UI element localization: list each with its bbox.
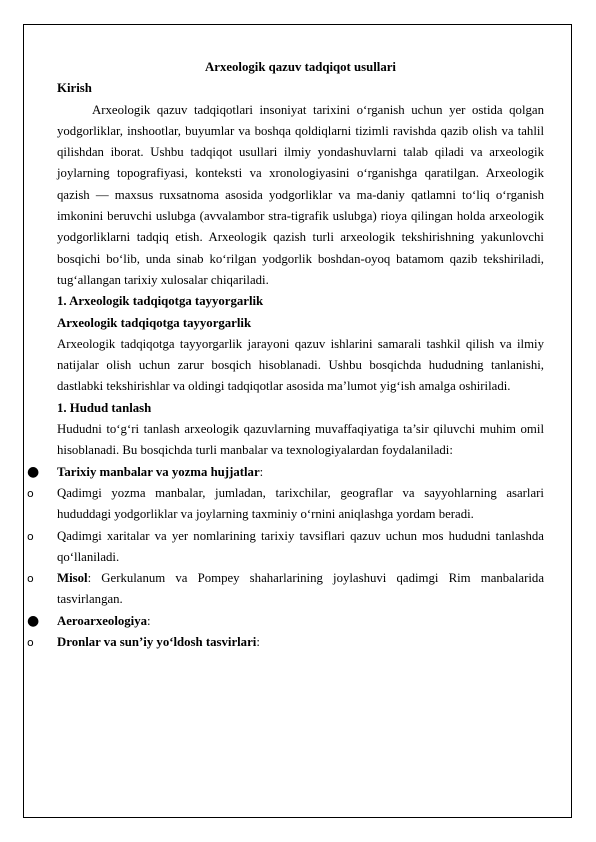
bullet-circle-icon: o <box>27 486 34 500</box>
list-item <box>27 462 544 483</box>
list-item-text: : Gerkulanum va Pompey shaharlarining joylashuvi qadimgi Rim manbalarida tasvirlangan. <box>57 571 544 607</box>
intro-heading: Kirish <box>57 81 92 96</box>
list-item-bold: Dronlar va sun’iy yo‘ldosh tasvirlari <box>57 635 257 650</box>
list-item <box>27 568 544 611</box>
section-1-paragraph: Arxeologik tadqiqotga tayyorgarlik jarayoni qazuv ishlarini samarali tashkil qilish va ilmiy natijalar olish uchun zarur bosqich hisoblanadi. Ushbu bosqichda hududning tanlanishi, dastlabki tekshirishlar va oldingi tadqiqotlar asosida ma’lumot yig‘ish amalga oshiriladi. <box>57 336 544 394</box>
list-item-tail: : <box>147 613 151 628</box>
list-item-tail: : <box>259 464 264 479</box>
list-item-tail: : <box>256 635 260 650</box>
list-item-bold: Aeroarxeologiya <box>57 613 148 628</box>
section-1-heading: 1. Arxeologik tadqiqotga tayyorgarlik <box>57 294 264 309</box>
bullet-disc-icon: ● <box>27 463 40 480</box>
list-item <box>27 632 544 653</box>
intro-paragraph: Arxeologik qazuv tadqiqotlari insoniyat tarixini o‘rganish uchun yer ostida qolgan yodgorliklar, inshootlar, buyumlar va boshqa qoldiqlarni tizimli ravishda qazib olish va tahlil qilishdan iborat. Ushbu tadqiqot usullari ilmiy yondashuvlarni talab qiladi va arxeologik joylarning topografiyasi, konteksti va xronologiyasini o‘rganishga qaratilgan. Arxeologik qazish — maxsus ruxsatnoma asosida yodgorliklar va ma-daniy qatlamni to‘liq o‘rganish imkonini beruvchi uslubga (avvalambor stra-tigrafik uslubga) rioya qilingan holda arxeologik yodgorliklarni tadqiq etish. Arxeologik qazish turli arxeologik tekshirishning yakunlovchi bosqichi bo‘lib, unda sinab ko‘rilgan yodgorlik boshdan-oyoq batamom qazib tekshiriladi, tug‘allangan tarixiy xulosalar chiqariladi. <box>57 102 544 287</box>
list-item-bold: Misol <box>57 571 88 586</box>
bullet-circle-icon: o <box>27 572 34 586</box>
list-item <box>27 526 544 569</box>
list-item <box>27 611 544 632</box>
bullet-disc-icon: ● <box>27 612 40 629</box>
list-item-bold: Tarixiy manbalar va yozma hujjatlar <box>57 464 260 479</box>
section-1-subheading: Arxeologik tadqiqotga tayyorgarlik <box>57 315 252 330</box>
hudud-tanlash-heading: 1. Hudud tanlash <box>57 400 152 415</box>
list-item-text: Qadimgi yozma manbalar, jumladan, tarixchilar, geograflar va sayyohlarning asarlari hududdagi yodgorliklar va joylarning taxminiy o‘rnini aniqlashga yordam beradi. <box>57 485 544 522</box>
bullet-circle-icon: o <box>27 636 34 650</box>
bullet-circle-icon: o <box>27 529 34 543</box>
document-title: Arxeologik qazuv tadqiqot usullari <box>205 60 396 74</box>
list-item-text: Qadimgi xaritalar va yer nomlarining tarixiy tavsiflari qazuv uchun mos hududni tanlashda qo‘llaniladi. <box>57 528 544 564</box>
list-item <box>27 483 544 526</box>
document-body <box>27 57 544 653</box>
hudud-tanlash-paragraph: Hududni to‘g‘ri tanlash arxeologik qazuvlarning muvaffaqiyatiga ta’sir qiluvchi muhim omil hisoblanadi. Bu bosqichda turli manbalar va texnologiyalardan foydalaniladi: <box>57 422 544 458</box>
